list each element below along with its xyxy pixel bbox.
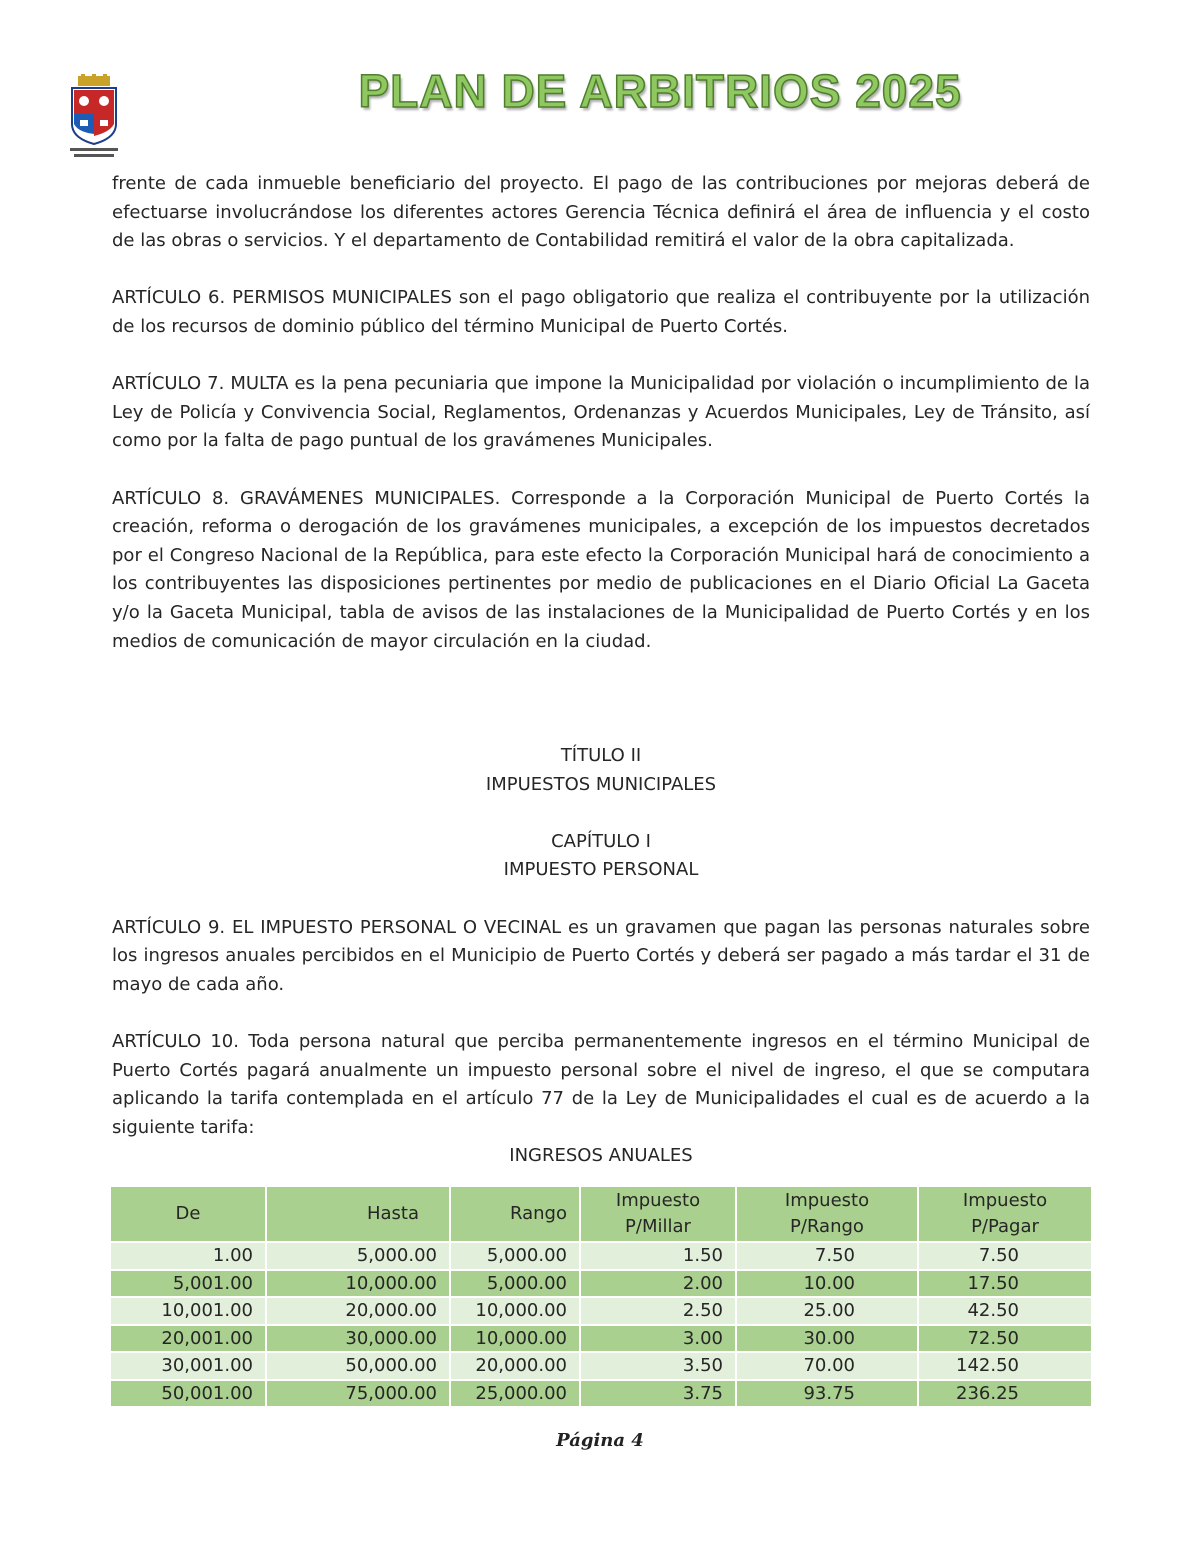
cell-pagar: 72.50 bbox=[919, 1326, 1091, 1352]
cell-prango: 93.75 bbox=[737, 1381, 917, 1407]
page-number: Página 4 bbox=[556, 1430, 644, 1451]
cell-pagar: 17.50 bbox=[919, 1271, 1091, 1297]
cell-millar: 3.00 bbox=[581, 1326, 735, 1352]
document-header-title: PLAN DE ARBITRIOS 2025 bbox=[358, 65, 962, 117]
cell-hasta: 10,000.00 bbox=[267, 1271, 449, 1297]
header-rango: Rango bbox=[451, 1187, 579, 1241]
table-row bbox=[111, 1326, 1091, 1352]
cell-de: 10,001.00 bbox=[111, 1298, 265, 1324]
cell-hasta: 30,000.00 bbox=[267, 1326, 449, 1352]
cell-millar: 3.50 bbox=[581, 1353, 735, 1379]
article-10: ARTÍCULO 10. Toda persona natural que perciba permanentemente ingresos en el término Municipal de Puerto Cortés pagará anualmente un impuesto personal sobre el nivel de ingreso, el que se computara aplicando la tarifa contemplada en el artículo 77 de la Ley de Municipalidades el cual es de acuerdo a la siguiente tarifa: bbox=[112, 1031, 1090, 1138]
cell-prango: 70.00 bbox=[737, 1353, 917, 1379]
cell-pagar: 236.25 bbox=[919, 1381, 1091, 1407]
chapter-name: IMPUESTO PERSONAL bbox=[503, 859, 699, 881]
cell-rango: 10,000.00 bbox=[451, 1298, 579, 1324]
table-row bbox=[111, 1243, 1091, 1269]
cell-rango: 25,000.00 bbox=[451, 1381, 579, 1407]
cell-millar: 2.00 bbox=[581, 1271, 735, 1297]
cell-rango: 5,000.00 bbox=[451, 1271, 579, 1297]
chapter-number: CAPÍTULO I bbox=[551, 830, 651, 852]
paragraph-contribuciones: frente de cada inmueble beneficiario del proyecto. El pago de las contribuciones por mejoras deberá de efectuarse involucrándose los diferentes actores Gerencia Técnica definirá el área de influencia y el costo de las obras o servicios. Y el departamento de Contabilidad remitirá el valor de la obra capitalizada. bbox=[112, 173, 1090, 252]
cell-de: 5,001.00 bbox=[111, 1271, 265, 1297]
header-hasta: Hasta bbox=[267, 1187, 449, 1241]
municipal-logo bbox=[64, 74, 124, 160]
cell-rango: 5,000.00 bbox=[451, 1243, 579, 1269]
cell-de: 1.00 bbox=[111, 1243, 265, 1269]
cell-millar: 2.50 bbox=[581, 1298, 735, 1324]
cell-prango: 25.00 bbox=[737, 1298, 917, 1324]
tax-rate-table bbox=[109, 1185, 1093, 1408]
cell-pagar: 7.50 bbox=[919, 1243, 1091, 1269]
chapter-heading bbox=[112, 828, 1090, 885]
article-8: ARTÍCULO 8. GRAVÁMENES MUNICIPALES. Corresponde a la Corporación Municipal de Puerto Cortés la creación, reforma o derogación de los gravámenes municipales, a excepción de los impuestos decretados por el Congreso Nacional de la República, para este efecto la Corporación Municipal hará de conocimiento a los contribuyentes las disposiciones pertinentes por medio de publicaciones en el Diario Oficial La Gaceta y/o la Gaceta Municipal, tabla de avisos de las instalaciones de la Municipalidad de Puerto Cortés y en los medios de comunicación de mayor circulación en la ciudad. bbox=[112, 487, 1090, 652]
coat-of-arms-icon bbox=[64, 74, 124, 160]
table-title: INGRESOS ANUALES bbox=[509, 1145, 693, 1167]
cell-de: 20,001.00 bbox=[111, 1326, 265, 1352]
table-row bbox=[111, 1298, 1091, 1324]
cell-millar: 1.50 bbox=[581, 1243, 735, 1269]
cell-prango: 30.00 bbox=[737, 1326, 917, 1352]
cell-pagar: 42.50 bbox=[919, 1298, 1091, 1324]
header-impuesto-pagar: Impuesto P/Pagar bbox=[919, 1187, 1091, 1241]
title-number: TÍTULO II bbox=[560, 745, 642, 767]
title-name: IMPUESTOS MUNICIPALES bbox=[485, 773, 717, 795]
article-6: ARTÍCULO 6. PERMISOS MUNICIPALES son el pago obligatorio que realiza el contribuyente por la utilización de los recursos de dominio público del término Municipal de Puerto Cortés. bbox=[112, 287, 1090, 337]
article-7: ARTÍCULO 7. MULTA es la pena pecuniaria que impone la Municipalidad por violación o incumplimiento de la Ley de Policía y Convivencia Social, Reglamentos, Ordenanzas y Acuerdos Municipales, Ley de Tránsito, así como por la falta de pago puntual de los gravámenes Municipales. bbox=[112, 373, 1090, 452]
cell-hasta: 75,000.00 bbox=[267, 1381, 449, 1407]
cell-rango: 10,000.00 bbox=[451, 1326, 579, 1352]
cell-hasta: 5,000.00 bbox=[267, 1243, 449, 1269]
table-row bbox=[111, 1381, 1091, 1407]
header-impuesto-millar: Impuesto P/Millar bbox=[581, 1187, 735, 1241]
header-de: De bbox=[111, 1187, 265, 1241]
table-header-row bbox=[111, 1187, 1091, 1241]
cell-millar: 3.75 bbox=[581, 1381, 735, 1407]
cell-rango: 20,000.00 bbox=[451, 1353, 579, 1379]
cell-prango: 7.50 bbox=[737, 1243, 917, 1269]
cell-hasta: 50,000.00 bbox=[267, 1353, 449, 1379]
header-impuesto-rango: Impuesto P/Rango bbox=[737, 1187, 917, 1241]
table-row bbox=[111, 1271, 1091, 1297]
article-9: ARTÍCULO 9. EL IMPUESTO PERSONAL O VECINAL es un gravamen que pagan las personas naturales sobre los ingresos anuales percibidos en el Municipio de Puerto Cortés y deberá ser pagado a más tardar el 31 de mayo de cada año. bbox=[112, 916, 1090, 995]
cell-de: 50,001.00 bbox=[111, 1381, 265, 1407]
cell-prango: 10.00 bbox=[737, 1271, 917, 1297]
title-heading bbox=[112, 742, 1090, 799]
cell-de: 30,001.00 bbox=[111, 1353, 265, 1379]
page-content bbox=[112, 170, 1090, 1408]
cell-pagar: 142.50 bbox=[919, 1353, 1091, 1379]
table-row bbox=[111, 1353, 1091, 1379]
cell-hasta: 20,000.00 bbox=[267, 1298, 449, 1324]
